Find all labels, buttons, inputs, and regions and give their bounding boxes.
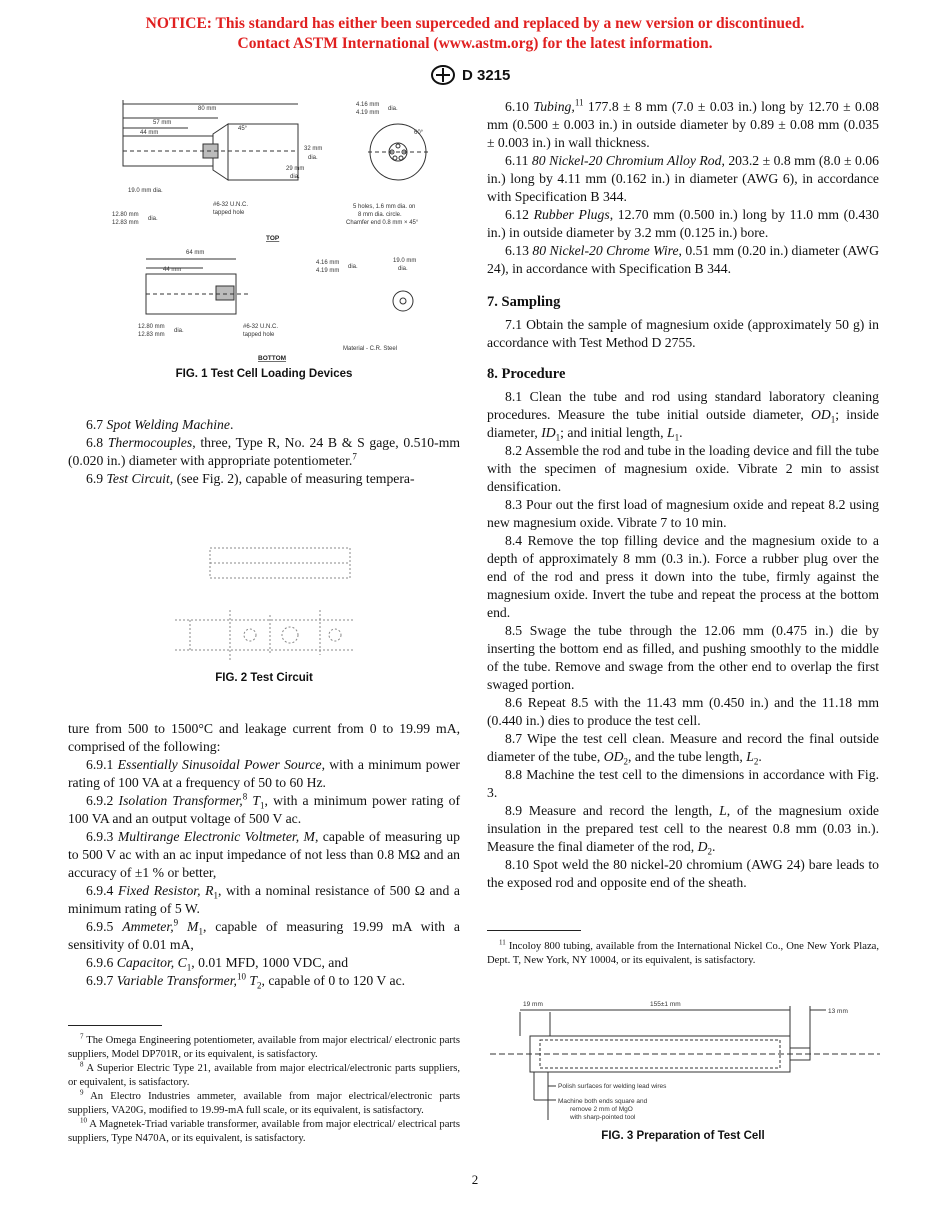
fig3-label-polish: Polish surfaces for welding lead wires (558, 1083, 667, 1090)
fig1-label-holes2: 8 mm dia. circle. (358, 212, 402, 218)
fig1-label-29: 29 mm (286, 166, 305, 172)
fig3-label-machine1: Machine both ends square and (558, 1098, 648, 1105)
footnote-11: $^{11}$ Incoloy 800 tubing, available from the International Nickel Co., One New York Plaza, Dept. T, New York, NY 10004, or its equivalent, is satisfactory. (487, 938, 879, 966)
fig1-bottom-label: BOTTOM (258, 355, 287, 362)
para-6-9-7: 6.9.7 Variable Transformer,$^{10}$ $T_2$, capable of 0 to 120 V ac. (86, 971, 406, 991)
footnote-9: $^9$ An Electro Industries ammeter, available from major electrical/electronic parts suppliers, VA20G, modified to 19.99-mA full scale, or its equivalent, is satisfactory. (68, 1088, 460, 1116)
notice-line-1: NOTICE: This standard has either been superceded and replaced by a new version or discontinued. (145, 15, 805, 32)
para-6-7: 6.7 Spot Welding Machine. (86, 417, 234, 432)
para-6-9-6: 6.9.6 Capacitor, $C_1$, 0.01 MFD, 1000 VDC, and (86, 955, 349, 973)
notice-banner (0, 14, 950, 54)
fig3-label-13: 13 mm (828, 1008, 848, 1015)
left-column-lower (68, 720, 460, 990)
para-6-9-5: 6.9.5 Ammeter,$^9$ $M_1$, capable of measuring 19.99 mA with a sensitivity of 0.01 mA, (68, 917, 460, 952)
astm-logo-icon (430, 64, 456, 86)
para-7-1: 7.1 Obtain the sample of magnesium oxide (approximately 50 g) in accordance with Test Method D 2755. (487, 317, 879, 350)
footnote-rule-right (487, 930, 581, 931)
fig1-label-1280: 12.80 mm (112, 212, 139, 218)
fig1-label-holes1: 5 holes, 1.6 mm dia. on (353, 204, 416, 210)
fig2-caption: FIG. 2 Test Circuit (215, 672, 313, 684)
para-8-5: 8.5 Swage the tube through the 12.06 mm (0.475 in.) die by inserting the bottom end as filled, and pushing smoothly to the middle of the tube. Remove and swage from the other end to overlap the first swaged portion. (487, 623, 879, 692)
fig1-label-64: 64 mm (186, 250, 205, 256)
para-6-11: 6.11 80 Nickel-20 Chromium Alloy Rod, 203.2 ± 0.8 mm (8.0 ± 0.06 in.) long by 4.11 mm (0.162 in.) in diameter (AWG 6), in accordance with Specification B 344. (487, 153, 879, 204)
para-8-4: 8.4 Remove the top filling device and the magnesium oxide to a depth of approximately 8 mm (0.3 in.). Force a rubber plug over the end of the rod and press it down into the tube, firmly against the magnesium oxide. Invert the tube and repeat the process at the bottom end. (487, 533, 879, 620)
fig1-label-57: 57 mm (153, 120, 172, 126)
para-8-10: 8.10 Spot weld the 80 nickel-20 chromium (AWG 24) bare leads to the exposed rod and opposite end of the sheath. (487, 857, 879, 890)
para-6-9-2: 6.9.2 Isolation Transformer,$^8$ $T_1$, with a minimum power rating of 100 VA and an output voltage of 500 V ac. (68, 791, 461, 826)
fig1-label-tap1b: #6-32 U.N.C. (243, 324, 279, 330)
para-8-8: 8.8 Machine the test cell to the dimensions in accordance with Fig. 3. (487, 767, 879, 800)
fig1-label-dia-b: dia. (290, 174, 300, 180)
fig1-top-label: TOP (266, 235, 280, 242)
fig1-label-dia-c: dia. (148, 216, 158, 222)
para-6-9-3: 6.9.3 Multirange Electronic Voltmeter, M, capable of measuring up to 500 V ac with an ac input impedance of not less than 0.8 MΩ and an accuracy of ±1 % or better, (68, 829, 460, 880)
para-6-9-cont: ture from 500 to 1500°C and leakage current from 0 to 19.99 mA, comprised of the following: (68, 721, 460, 754)
fig1-caption: FIG. 1 Test Cell Loading Devices (175, 368, 353, 380)
fig3-label-machine3: with sharp-pointed tool (570, 1114, 636, 1121)
para-8-2: 8.2 Assemble the rod and tube in the loading device and fill the tube with the specimen of magnesium oxide. Vibrate 2 min to assist densification. (487, 443, 879, 494)
fig3-caption: FIG. 3 Preparation of Test Cell (601, 1130, 765, 1142)
fig3-label-19: 19 mm (523, 1001, 543, 1008)
para-8-7: 8.7 Wipe the test cell clean. Measure and record the final outside diameter of the tube, $OD_2$, and the tube length, $L_2$. (487, 731, 879, 767)
para-6-10: 6.10 Tubing,$^{11}$ 177.8 ± 8 mm (7.0 ± 0.03 in.) long by 12.70 ± 0.08 mm (0.500 ± 0.003 in.) in outside diameter by 0.89 ± 0.08 mm (0.035 ± 0.003 in.) in wall thickness. (487, 97, 879, 150)
fig3-label-155: 155±1 mm (650, 1001, 681, 1008)
para-6-8: 6.8 Thermocouples, three, Type R, No. 24 B & S gage, 0.510-mm (0.020 in.) diameter with appropriate potentiometer.$^7$ (68, 435, 460, 468)
fig1-label-32: 32 mm (304, 146, 323, 152)
para-6-9-1: 6.9.1 Essentially Sinusoidal Power Source, with a minimum power rating of 100 VA at a frequency of 50 to 60 Hz. (68, 757, 460, 790)
fig1-label-80: 80 mm (198, 106, 217, 112)
footnote-right (487, 940, 879, 968)
fig1-label-1283: 12.83 mm (112, 220, 139, 226)
footnote-10: $^{10}$ A Magnetek-Triad variable transformer, available from major electrical/ electrical parts suppliers, Type N470A, or its equivalent, is satisfactory. (68, 1116, 460, 1144)
footnote-8: $^8$ A Superior Electric Type 21, available from major electrical/electronic parts suppliers, or equivalent, is satisfactory. (68, 1060, 460, 1088)
fig1-drawing (108, 96, 448, 362)
fig1-label-dia-f: dia. (398, 266, 408, 272)
left-column-upper (68, 416, 460, 488)
para-6-12: 6.12 Rubber Plugs, 12.70 mm (0.500 in.) long by 11.0 mm (0.430 in.) in outside diameter by 3.2 mm (0.125 in.) bore. (487, 207, 879, 240)
fig1-label-dia-d: dia. (388, 106, 398, 112)
para-6-9: 6.9 Test Circuit, (see Fig. 2), capable of measuring tempera- (86, 471, 415, 486)
fig1-label-dia-e: dia. (348, 264, 358, 270)
fig1-label-dia-a: dia. (308, 155, 318, 161)
fig1-label-44: 44 mm (140, 130, 159, 136)
notice-line-2: Contact ASTM International (www.astm.org) for the latest information. (237, 35, 713, 52)
fig1-material: Material - C.R. Steel (343, 346, 398, 352)
fig1-label-45deg: 45° (238, 126, 248, 132)
fig1-label-416: 4.16 mm (356, 102, 380, 108)
footnote-7: $^7$ The Omega Engineering potentiometer, available from major electrical/ electronic parts suppliers, Model DP701R, or its equivalent, is satisfactory. (68, 1032, 460, 1060)
fig1-label-1280b: 12.80 mm (138, 324, 165, 330)
right-column (487, 98, 879, 892)
fig3-drawing (490, 996, 880, 1128)
para-6-13: 6.13 80 Nickel-20 Chrome Wire, 0.51 mm (0.20 in.) diameter (AWG 24), in accordance with Specification B 344. (487, 243, 879, 276)
heading-sampling: 7. Sampling (487, 294, 561, 310)
fig1-label-1283b: 12.83 mm (138, 332, 165, 338)
para-8-1: 8.1 Clean the tube and rod using standard laboratory cleaning procedures. Measure the tube initial outside diameter, $OD_1$; inside diameter, $ID_1$; and initial length, $L_1$. (487, 389, 879, 443)
fig1-label-60deg: 60° (414, 130, 424, 136)
fig1-label-416b: 4.16 mm (316, 260, 340, 266)
para-6-9-4: 6.9.4 Fixed Resistor, $R_1$, with a nominal resistance of 500 Ω and a minimum rating of 5 W. (68, 883, 460, 916)
fig3-label-machine2: remove 2 mm of MgO (570, 1106, 633, 1113)
fig1-label-tap2: tapped hole (213, 210, 245, 216)
page-number: 2 (471, 1172, 479, 1187)
fig1-label-19dia: 19.0 mm dia. (128, 188, 163, 194)
fig1-label-tap2b: tapped hole (243, 332, 275, 338)
fig1-label-419b: 4.19 mm (316, 268, 340, 274)
para-8-6: 8.6 Repeat 8.5 with the 11.43 mm (0.450 in.) and the 11.18 mm (0.440 in.) dies to produce the test cell. (487, 695, 879, 728)
footnotes-left (68, 1034, 460, 1146)
fig1-label-tap1: #6-32 U.N.C. (213, 202, 249, 208)
fig2-drawing (170, 540, 360, 668)
heading-procedure: 8. Procedure (487, 366, 566, 382)
designation: D 3215 (462, 66, 511, 84)
fig1-label-190: 19.0 mm (393, 258, 417, 264)
para-8-3: 8.3 Pour out the first load of magnesium oxide and repeat 8.2 using new magnesium oxide. Vibrate 7 to 10 min. (487, 497, 879, 530)
footnote-rule-left (68, 1025, 162, 1026)
para-8-9: 8.9 Measure and record the length, L, of the magnesium oxide insulation in the prepared test cell to the nearest 0.8 mm (0.03 in.). Measure the final diameter of the rod, $D_2$. (487, 803, 879, 857)
fig1-label-dia-g: dia. (174, 328, 184, 334)
fig1-label-holes3: Chamfer end 0.8 mm × 45° (346, 220, 419, 226)
page-header (430, 64, 510, 86)
fig1-label-419: 4.19 mm (356, 110, 380, 116)
fig1-label-44b: 44 mm (163, 267, 182, 273)
